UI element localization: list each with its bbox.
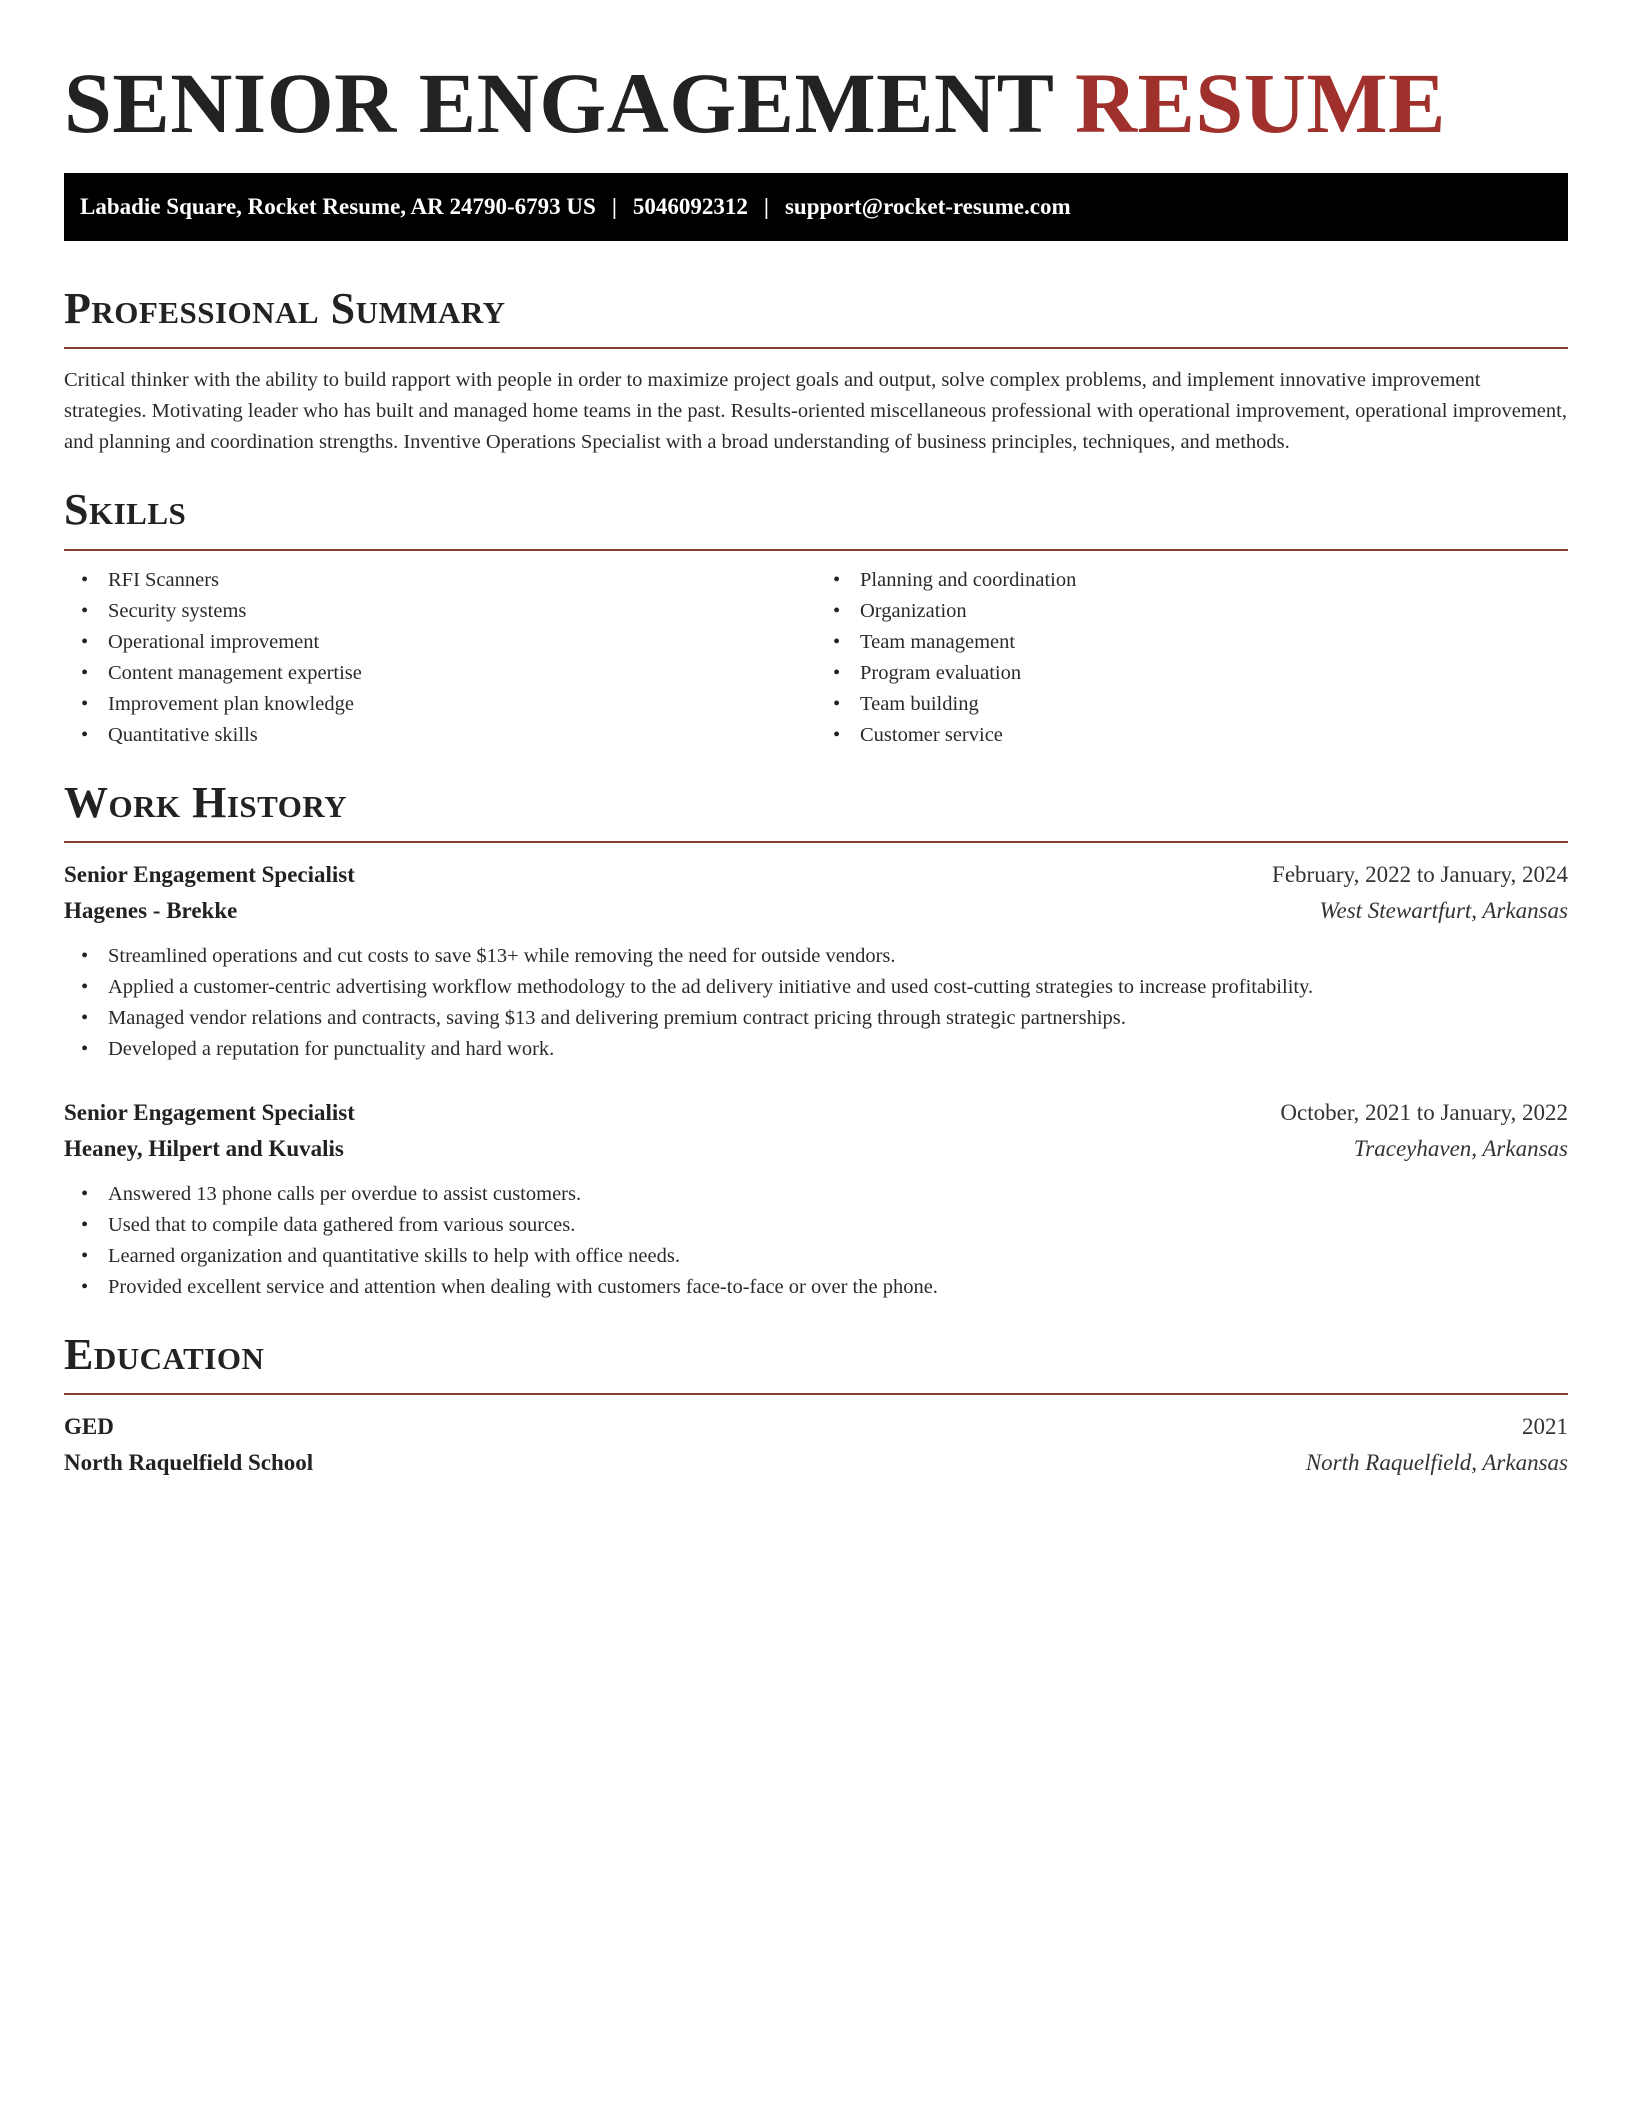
skill-item: • Planning and coordination (816, 565, 1568, 596)
job-bullet: • Managed vendor relations and contracts, saving $13 and delivering premium contract pricing through strategic partnerships. (64, 1003, 1568, 1034)
work-history-section (64, 779, 1568, 1303)
job-header (64, 1095, 1568, 1131)
skill-item: • Security systems (64, 596, 816, 627)
education-location: North Raquelfield, Arkansas (1305, 1450, 1568, 1476)
education-subheader (64, 1445, 1568, 1481)
skill-item: • Customer service (816, 720, 1568, 751)
summary-section (64, 285, 1568, 458)
job-bullet: • Streamlined operations and cut costs to save $13+ while removing the need for outside vendors. (64, 941, 1568, 972)
skill-item: • RFI Scanners (64, 565, 816, 596)
skill-item: • Organization (816, 596, 1568, 627)
section-divider (64, 549, 1568, 551)
education-header (64, 1409, 1568, 1445)
summary-text: Critical thinker with the ability to build rapport with people in order to maximize project goals and output, solve complex problems, and implement innovative improvement strategies. Motivating leader who has built and managed home teams in the past. Results-oriented miscellaneous professional with operational improvement, operational improvement, and planning and coordination strengths. Inventive Operations Specialist with a broad understanding of business principles, techniques, and methods. (64, 369, 1567, 454)
contact-email: support@rocket-resume.com (784, 193, 1071, 219)
skills-list (64, 565, 1568, 751)
education-degree: GED (64, 1414, 114, 1440)
contact-separator: | (763, 193, 769, 219)
contact-separator: | (611, 193, 617, 219)
contact-phone: 5046092312 (632, 193, 748, 219)
job-location: Traceyhaven, Arkansas (1353, 1136, 1568, 1162)
job-bullet: • Learned organization and quantitative skills to help with office needs. (64, 1241, 1568, 1272)
section-divider (64, 1393, 1568, 1395)
skill-item: • Improvement plan knowledge (64, 689, 816, 720)
job-bullets (64, 941, 1568, 1065)
job-entry (64, 857, 1568, 1065)
job-dates: February, 2022 to January, 2024 (1272, 862, 1568, 888)
skill-item: • Content management expertise (64, 658, 816, 689)
job-title: Senior Engagement Specialist (64, 862, 355, 888)
contact-bar (64, 173, 1568, 241)
job-subheader (64, 1131, 1568, 1167)
work-history-heading: Work History (64, 777, 348, 827)
resume-title (64, 54, 1568, 153)
education-entry (64, 1409, 1568, 1481)
skill-item: • Team management (816, 627, 1568, 658)
job-entry (64, 1095, 1568, 1303)
job-company: Heaney, Hilpert and Kuvalis (64, 1136, 344, 1162)
job-subheader (64, 893, 1568, 929)
job-bullet: • Used that to compile data gathered from various sources. (64, 1210, 1568, 1241)
section-divider (64, 841, 1568, 843)
job-bullet: • Answered 13 phone calls per overdue to assist customers. (64, 1179, 1568, 1210)
skill-item: • Quantitative skills (64, 720, 816, 751)
job-location: West Stewartfurt, Arkansas (1319, 898, 1568, 924)
job-header (64, 857, 1568, 893)
skills-section (64, 486, 1568, 750)
job-bullets (64, 1179, 1568, 1303)
title-accent: RESUME (1074, 55, 1446, 151)
skills-column-left (64, 565, 816, 751)
skills-heading: Skills (64, 485, 187, 535)
contact-address: Labadie Square, Rocket Resume, AR 24790-6793 US (80, 193, 596, 219)
education-school: North Raquelfield School (64, 1450, 314, 1476)
title-main: SENIOR ENGAGEMENT (64, 55, 1053, 151)
education-year: 2021 (1522, 1414, 1568, 1440)
job-title: Senior Engagement Specialist (64, 1100, 355, 1126)
skills-column-right (816, 565, 1568, 751)
education-section (64, 1331, 1568, 1481)
skill-item: • Team building (816, 689, 1568, 720)
job-dates: October, 2021 to January, 2022 (1280, 1100, 1568, 1126)
skill-item: • Program evaluation (816, 658, 1568, 689)
summary-heading: Professional Summary (64, 283, 506, 333)
section-divider (64, 347, 1568, 349)
education-heading: Education (64, 1330, 265, 1380)
job-bullet: • Developed a reputation for punctuality and hard work. (64, 1034, 1568, 1065)
job-bullet: • Applied a customer-centric advertising workflow methodology to the ad delivery initiative and used cost-cutting strategies to increase profitability. (64, 972, 1568, 1003)
job-company: Hagenes - Brekke (64, 898, 238, 924)
job-bullet: • Provided excellent service and attention when dealing with customers face-to-face or over the phone. (64, 1272, 1568, 1303)
skill-item: • Operational improvement (64, 627, 816, 658)
